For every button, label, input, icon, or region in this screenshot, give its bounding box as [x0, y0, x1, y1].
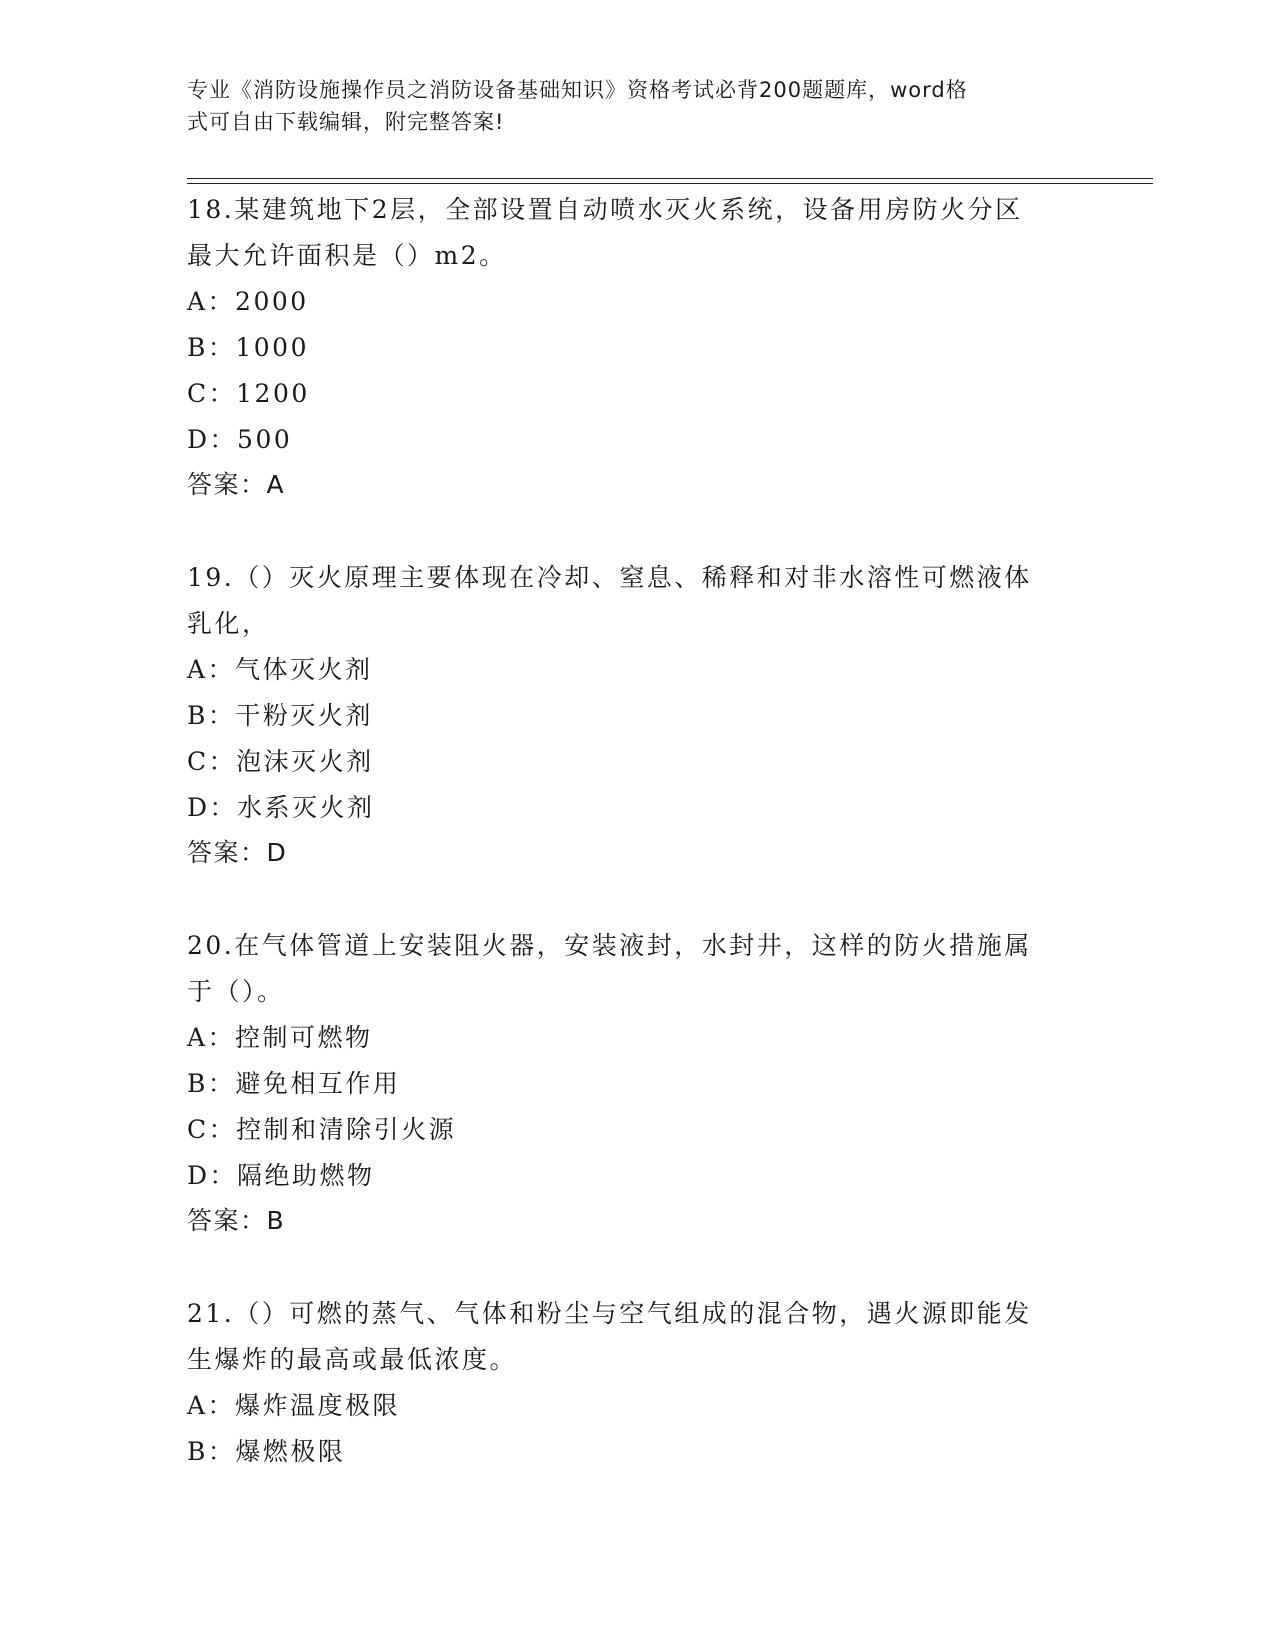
- question-text-line: 19.（）灭火原理主要体现在冷却、窒息、稀释和对非水溶性可燃液体: [187, 563, 1032, 592]
- answer-line: 答案：D: [187, 838, 288, 867]
- option-c: C：泡沫灭火剂: [187, 747, 374, 776]
- question-text-line: 生爆炸的最高或最低浓度。: [187, 1345, 518, 1374]
- question-21: [187, 1291, 1087, 1475]
- option-b: B：1000: [187, 333, 309, 362]
- option-a: A：爆炸温度极限: [187, 1391, 401, 1420]
- option-a: A：气体灭火剂: [187, 655, 373, 684]
- option-c: C：1200: [187, 379, 310, 408]
- option-d: D：隔绝助燃物: [187, 1161, 375, 1190]
- question-19: [187, 555, 1087, 875]
- question-text-line: 于（）。: [187, 977, 285, 1006]
- question-20: [187, 923, 1087, 1243]
- option-c: C：控制和清除引火源: [187, 1115, 457, 1144]
- option-b: B：爆燃极限: [187, 1437, 346, 1466]
- answer-line: 答案：A: [187, 470, 286, 499]
- header-divider-bottom: [187, 183, 1153, 184]
- question-text-line: 乳化，: [187, 609, 270, 638]
- header-line-2: 式可自由下载编辑，附完整答案!: [187, 110, 505, 134]
- document-header: [187, 74, 1067, 138]
- answer-line: 答案：B: [187, 1206, 286, 1235]
- option-a: A：2000: [187, 287, 309, 316]
- option-b: B：避免相互作用: [187, 1069, 401, 1098]
- question-text-line: 最大允许面积是（）m2。: [187, 241, 507, 270]
- header-line-1: 专业《消防设施操作员之消防设备基础知识》资格考试必背200题题库，word格: [187, 78, 968, 102]
- question-18: [187, 187, 1087, 507]
- question-text-line: 21.（）可燃的蒸气、气体和粉尘与空气组成的混合物，遇火源即能发: [187, 1299, 1032, 1328]
- option-d: D：500: [187, 425, 293, 454]
- option-a: A：控制可燃物: [187, 1023, 373, 1052]
- question-text-line: 18.某建筑地下2层，全部设置自动喷水灭火系统，设备用房防火分区: [187, 195, 1023, 224]
- header-divider-top: [187, 178, 1153, 179]
- option-b: B：干粉灭火剂: [187, 701, 373, 730]
- option-d: D：水系灭火剂: [187, 793, 375, 822]
- question-list: [187, 187, 1087, 1475]
- question-text-line: 20.在气体管道上安装阻火器，安装液封，水封井，这样的防火措施属: [187, 931, 1032, 960]
